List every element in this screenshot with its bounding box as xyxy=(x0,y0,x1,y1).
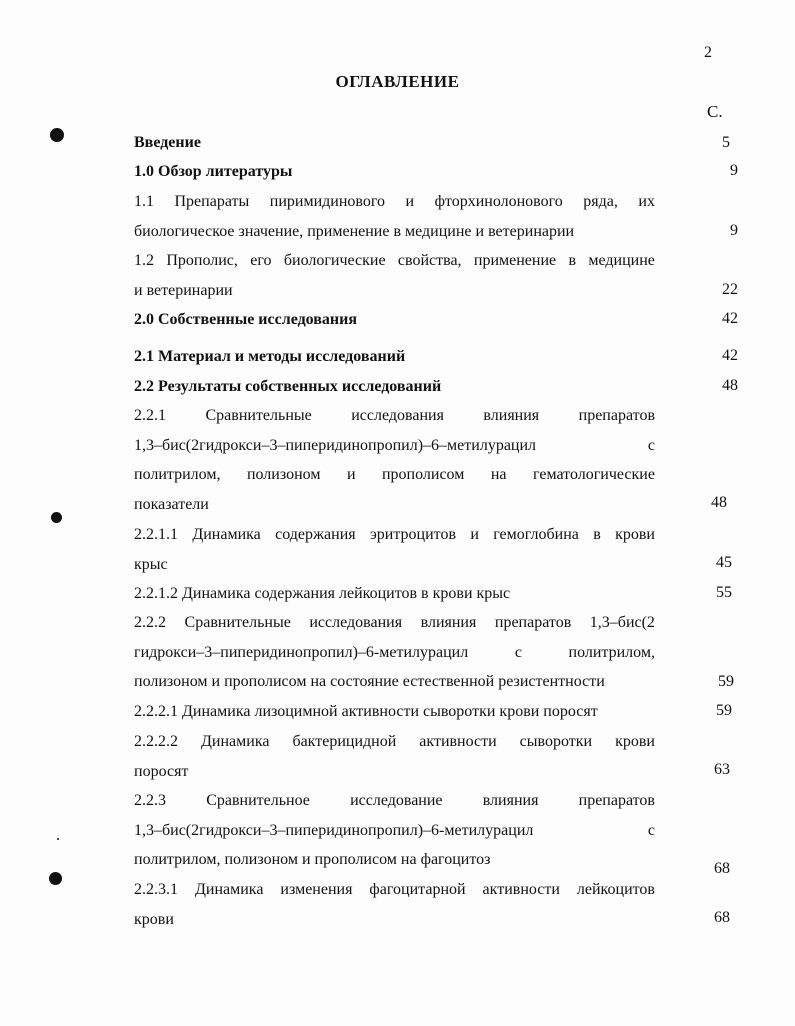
toc-entry-text: показатели xyxy=(134,496,209,514)
toc-word: Препараты xyxy=(174,193,250,210)
toc-word: 2.2.3 xyxy=(134,792,166,809)
toc-entry-2-2-2-2[interactable] xyxy=(134,727,655,786)
toc-page-number: 55 xyxy=(716,584,732,601)
toc-entry-2-2-2-1[interactable] xyxy=(134,697,598,727)
toc-word: 1.1 xyxy=(134,193,154,210)
toc-word: 2.2.2.2 xyxy=(134,733,178,750)
toc-word: в xyxy=(593,526,601,543)
toc-word: влияния xyxy=(420,614,477,631)
toc-word: 1.2 xyxy=(134,252,154,269)
toc-word: с xyxy=(514,643,522,661)
toc-word: с xyxy=(647,821,655,839)
toc-word: исследования xyxy=(309,614,403,631)
toc-word: исследование xyxy=(350,792,443,809)
toc-entry-introduction[interactable] xyxy=(134,128,201,158)
toc-page-number: 42 xyxy=(722,310,738,327)
toc-word: 2.2.3.1 xyxy=(134,881,178,898)
toc-entry-2-2-1-1[interactable] xyxy=(134,520,655,579)
toc-entry-2-2-3[interactable] xyxy=(134,786,655,875)
toc-word: влияния xyxy=(483,407,540,424)
toc-word: крови xyxy=(615,733,655,750)
toc-entry-text: крыс xyxy=(134,555,168,573)
toc-word: гидрокси–3–пиперидинопропил)–6-метилурацил xyxy=(134,643,469,661)
toc-word: с xyxy=(647,436,655,454)
toc-entry-text: полизоном и прополисом на состояние естественной резистентности xyxy=(134,673,605,691)
toc-word: их xyxy=(638,193,655,210)
toc-entry-text: и ветеринарии xyxy=(134,281,233,299)
toc-entry-text: 2.2.1.2 Динамика содержания лейкоцитов в крови крыс xyxy=(134,585,511,602)
toc-word: гемоглобина xyxy=(493,526,579,543)
toc-entry-text: Введение xyxy=(134,134,201,151)
toc-word: 1,3–бис(2 xyxy=(589,614,655,631)
toc-word: Динамика xyxy=(194,881,264,898)
toc-word: 2.2.1 xyxy=(134,407,166,424)
toc-word: активности xyxy=(419,733,497,750)
toc-entry-own-research[interactable] xyxy=(134,305,357,335)
toc-entry-text: 1.0 Обзор литературы xyxy=(134,163,293,180)
toc-word: Сравнительные xyxy=(184,614,291,631)
toc-word: Динамика xyxy=(200,733,270,750)
toc-entry-text xyxy=(134,638,655,668)
scan-hole-mark xyxy=(49,872,62,885)
toc-word: в xyxy=(568,252,577,269)
toc-entry-text xyxy=(134,727,655,757)
toc-word: фторхинолонового xyxy=(434,193,563,210)
toc-word: и xyxy=(405,193,415,210)
toc-entry-text xyxy=(134,875,655,905)
toc-entry-text: крови xyxy=(134,910,174,928)
toc-word: и xyxy=(346,466,356,484)
toc-word: эритроцитов xyxy=(369,526,457,543)
toc-page-number: 68 xyxy=(714,909,730,926)
toc-word: препаратов xyxy=(578,407,655,424)
toc-entry-2-2[interactable] xyxy=(134,372,441,402)
toc-word: на xyxy=(490,466,507,484)
toc-page-number: 48 xyxy=(711,494,727,511)
toc-page-number: 5 xyxy=(722,134,730,151)
toc-page-number: 59 xyxy=(718,673,734,690)
toc-word: бактерицидной xyxy=(292,733,397,750)
toc-entry-text xyxy=(134,786,655,816)
toc-page-number: 22 xyxy=(722,281,738,298)
toc-word: 2.2.2 xyxy=(134,614,166,631)
toc-word: влияния xyxy=(482,792,539,809)
toc-entry-text xyxy=(134,187,655,217)
toc-entry-1-1[interactable] xyxy=(134,187,655,246)
toc-word: фагоцитарной xyxy=(369,881,466,898)
toc-entry-1-2[interactable] xyxy=(134,246,655,305)
toc-page-number: 45 xyxy=(716,554,732,571)
toc-word: Динамика xyxy=(192,526,261,543)
toc-word: и xyxy=(470,526,479,543)
toc-entry-text xyxy=(134,460,655,490)
toc-entry-2-2-1[interactable] xyxy=(134,401,655,520)
toc-word: политрилом, xyxy=(568,643,655,661)
toc-entry-text: 2.2.2.1 Динамика лизоцимной активности сыворотки крови поросят xyxy=(134,703,598,720)
toc-entry-text xyxy=(134,246,655,276)
toc-entry-2-2-2[interactable] xyxy=(134,608,655,697)
page-column-label: С. xyxy=(707,102,723,121)
page-title: ОГЛАВЛЕНИЕ xyxy=(335,72,460,91)
toc-entry-text xyxy=(134,431,655,461)
toc-entry-text xyxy=(134,816,655,846)
toc-entry-text xyxy=(134,401,655,431)
toc-word: 1,3–бис(2гидрокси–3–пиперидинопропил)–6–метилурацил xyxy=(134,436,537,454)
toc-page-number: 48 xyxy=(722,377,738,394)
toc-page-number: 42 xyxy=(722,347,738,364)
toc-entry-2-2-1-2[interactable] xyxy=(134,579,510,609)
toc-word: Сравнительное xyxy=(206,792,310,809)
toc-word: политрилом, xyxy=(134,466,221,484)
scan-hole-mark xyxy=(50,128,64,142)
toc-word: изменения xyxy=(280,881,353,898)
toc-word: 2.2.1.1 xyxy=(134,526,178,543)
toc-entry-text: 2.2 Результаты собственных исследований xyxy=(134,378,442,395)
toc-entry-text xyxy=(134,608,655,638)
page-number: 2 xyxy=(704,44,712,61)
toc-word: сыворотки xyxy=(519,733,593,750)
toc-page-number: 68 xyxy=(714,860,730,877)
toc-page-number: 9 xyxy=(730,162,738,179)
toc-word: биологические xyxy=(283,252,386,269)
toc-word: применение xyxy=(473,252,557,269)
toc-word: пиримидинового xyxy=(269,193,385,210)
toc-entry-2-2-3-1[interactable] xyxy=(134,875,655,934)
toc-entry-text xyxy=(134,520,655,550)
toc-word: лейкоцитов xyxy=(576,881,655,898)
toc-word: 1,3–бис(2гидрокси–3–пиперидинопропил)–6-метилурацил xyxy=(134,821,534,839)
toc-word: гематологические xyxy=(533,466,655,484)
toc-word: исследования xyxy=(351,407,444,424)
toc-entry-text: 2.0 Собственные исследования xyxy=(134,311,358,328)
toc-entry-text: поросят xyxy=(134,762,189,780)
toc-page-number: 63 xyxy=(714,761,730,778)
toc-word: Прополис, xyxy=(166,252,238,269)
toc-word: препаратов xyxy=(578,792,655,809)
scan-hole-mark xyxy=(51,512,62,523)
toc-entry-text: биологическое значение, применение в медицине и ветеринарии xyxy=(134,222,575,240)
toc-word: содержания xyxy=(275,526,356,543)
toc-word: его xyxy=(250,252,272,269)
toc-word: медицине xyxy=(588,252,655,269)
toc-word: препаратов xyxy=(494,614,572,631)
toc-word: полизоном xyxy=(246,466,321,484)
toc-entry-text: 2.1 Материал и методы исследований xyxy=(134,348,406,365)
scan-speck xyxy=(57,838,59,840)
toc-word: ряда, xyxy=(583,193,618,210)
toc-entry-literature-review[interactable] xyxy=(134,157,292,187)
toc-entry-text: политрилом, полизоном и прополисом на фагоцитоз xyxy=(134,851,491,869)
toc-word: прополисом xyxy=(381,466,465,484)
toc-entry-2-1[interactable] xyxy=(134,342,405,372)
toc-word: Сравнительные xyxy=(205,407,312,424)
toc-word: свойства, xyxy=(397,252,462,269)
toc-word: активности xyxy=(482,881,560,898)
toc-page-number: 9 xyxy=(730,222,738,239)
toc-word: крови xyxy=(615,526,655,543)
toc-page-number: 59 xyxy=(716,702,732,719)
